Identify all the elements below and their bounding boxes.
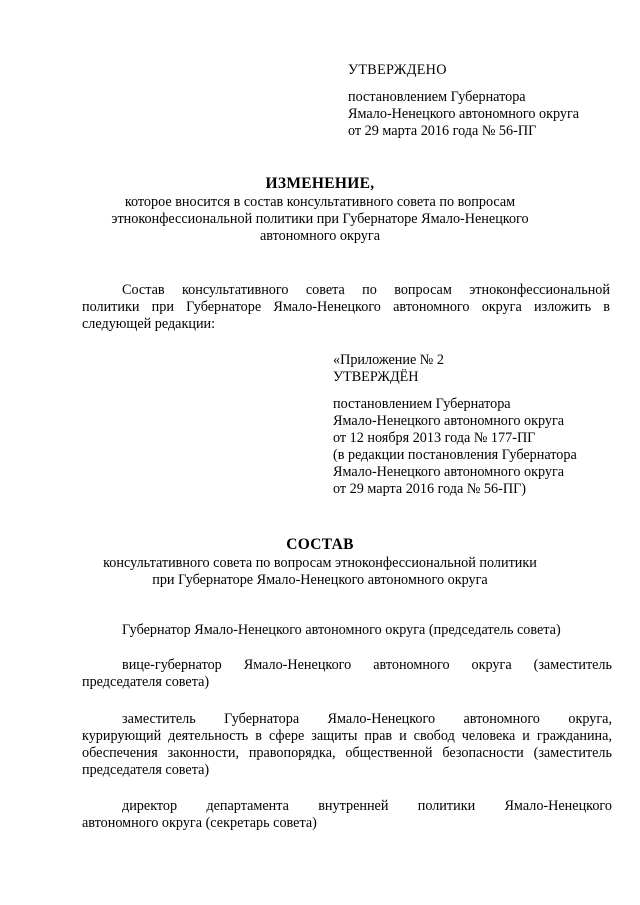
appendix-line: Ямало-Ненецкого автономного округа xyxy=(333,464,565,480)
appendix-line: от 12 ноября 2013 года № 177-ПГ xyxy=(333,430,536,446)
appendix-line: (в редакции постановления Губернатора xyxy=(333,447,577,463)
member-item xyxy=(82,622,612,639)
member-line: председателя совета) xyxy=(82,674,210,690)
composition-subtitle-line: консультативного совета по вопросам этноконфессиональной политики xyxy=(103,555,537,571)
approval-line: от 29 марта 2016 года № 56-ПГ xyxy=(348,123,537,139)
approval-stamp-block xyxy=(348,62,618,140)
appendix-number: «Приложение № 2 xyxy=(333,352,444,368)
intro-paragraph xyxy=(82,282,610,333)
member-line: председателя совета) xyxy=(82,762,210,778)
member-item xyxy=(82,657,612,691)
member-line: автономного округа (секретарь совета) xyxy=(82,815,317,831)
amendment-subtitle-line: этноконфессиональной политики при Губернаторе Ямало-Ненецкого xyxy=(111,211,529,227)
approval-line: Ямало-Ненецкого автономного округа xyxy=(348,106,580,122)
approval-line: постановлением Губернатора xyxy=(348,89,526,105)
intro-line: Состав консультативного совета по вопросам этноконфессиональной xyxy=(122,282,610,298)
appendix-line: от 29 марта 2016 года № 56-ПГ) xyxy=(333,481,526,497)
amendment-title: ИЗМЕНЕНИЕ, xyxy=(265,175,375,192)
appendix-line: Ямало-Ненецкого автономного округа xyxy=(333,413,565,429)
composition-subtitle-line: при Губернаторе Ямало-Ненецкого автономного округа xyxy=(152,572,488,588)
amendment-subtitle-line: которое вносится в состав консультативного совета по вопросам xyxy=(124,194,516,210)
amendment-heading xyxy=(0,175,640,245)
intro-line: следующей редакции: xyxy=(82,316,216,332)
member-line: Губернатор Ямало-Ненецкого автономного округа (председатель совета) xyxy=(122,622,561,638)
composition-heading xyxy=(0,536,640,589)
member-line: директор департамента внутренней политики Ямало-Ненецкого xyxy=(122,798,612,814)
member-item xyxy=(82,711,612,779)
appendix-approved-label: УТВЕРЖДЁН xyxy=(333,369,419,385)
member-item xyxy=(82,798,612,832)
composition-title: СОСТАВ xyxy=(286,536,354,553)
member-line: вице-губернатор Ямало-Ненецкого автономного округа (заместитель xyxy=(122,657,612,673)
member-line: обеспечения законности, правопорядка, общественной безопасности (заместитель xyxy=(82,745,612,761)
approval-header: УТВЕРЖДЕНО xyxy=(348,62,447,78)
member-line: курирующий деятельность в сфере защиты прав и свобод человека и гражданина, xyxy=(82,728,612,744)
appendix-line: постановлением Губернатора xyxy=(333,396,511,412)
intro-line: политики при Губернаторе Ямало-Ненецкого автономного округа изложить в xyxy=(82,299,610,315)
member-line: заместитель Губернатора Ямало-Ненецкого автономного округа, xyxy=(122,711,612,727)
appendix-stamp-block xyxy=(333,352,618,498)
amendment-subtitle-line: автономного округа xyxy=(259,228,381,244)
